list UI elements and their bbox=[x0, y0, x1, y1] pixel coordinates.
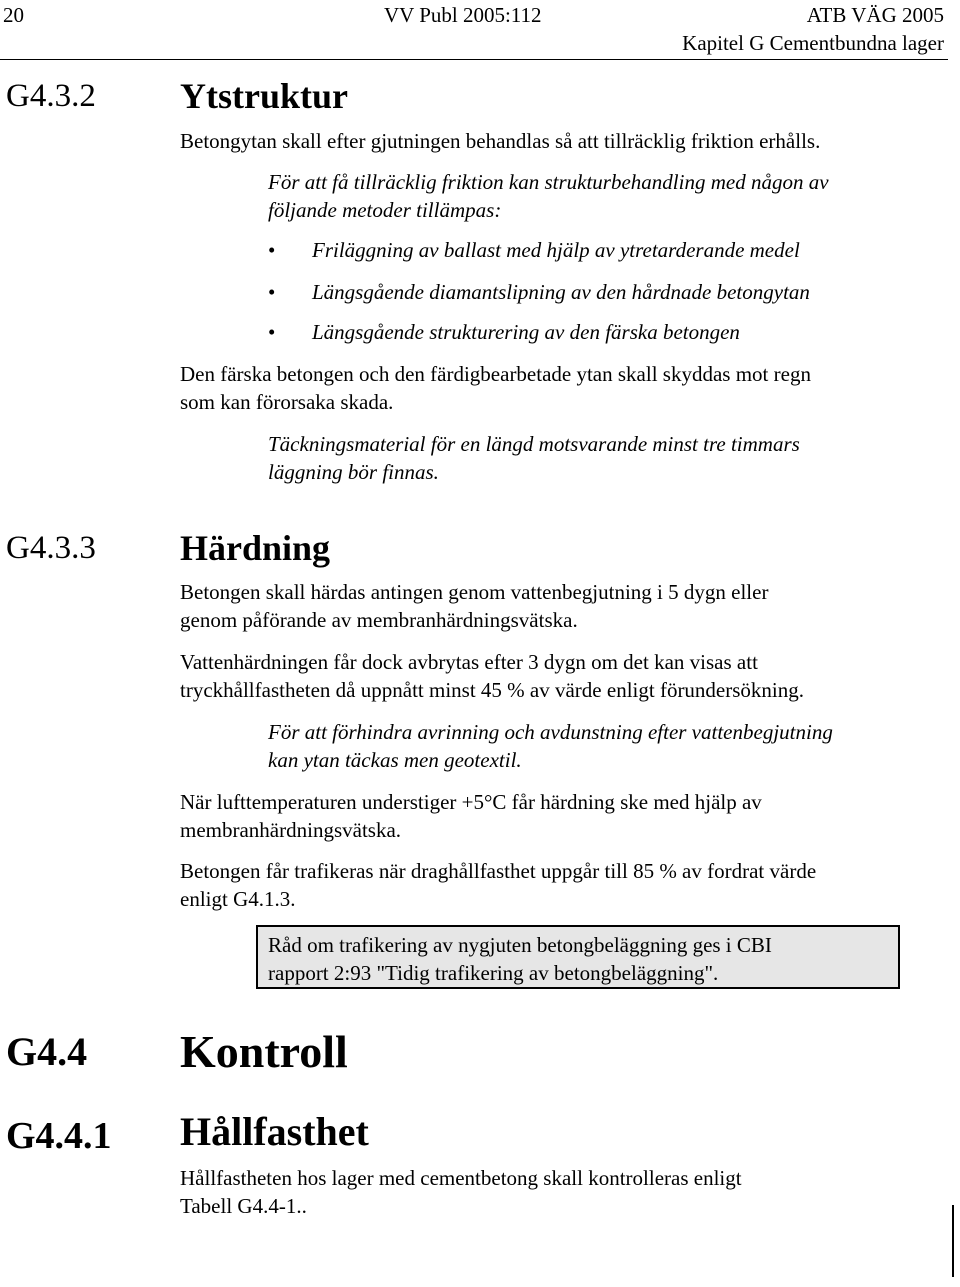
section-number-g433: G4.3.3 bbox=[6, 530, 96, 566]
publication-id: VV Publ 2005:112 bbox=[384, 3, 542, 27]
advice-box bbox=[256, 925, 900, 989]
document-title: ATB VÄG 2005 bbox=[806, 3, 944, 27]
covering-note-line2: läggning bör finnas. bbox=[268, 460, 439, 484]
method-label: Friläggning av ballast med hjälp av ytretarderande medel bbox=[312, 238, 800, 262]
page-edge-mark bbox=[952, 1205, 954, 1277]
curing-requirement-line2: genom påförande av membranhärdningsvätska. bbox=[180, 608, 578, 632]
chapter-title: Kapitel G Cementbundna lager bbox=[682, 31, 944, 55]
bullet-icon: • bbox=[268, 320, 276, 344]
section-title-hallfasthet: Hållfasthet bbox=[180, 1109, 369, 1154]
geotextile-note-line2: kan ytan täckas men geotextil. bbox=[268, 748, 522, 772]
advice-line1: Råd om trafikering av nygjuten betongbeläggning ges i CBI bbox=[268, 933, 772, 957]
ytstruktur-requirement: Betongytan skall efter gjutningen behandlas så att tillräcklig friktion erhålls. bbox=[180, 129, 821, 153]
bullet-icon: • bbox=[268, 280, 276, 304]
geotextile-note-line1: För att förhindra avrinning och avdunstning efter vattenbegjutning bbox=[268, 720, 833, 744]
water-curing-line2: tryckhållfastheten då uppnått minst 45 % av värde enligt förundersökning. bbox=[180, 678, 805, 702]
strength-control-line1: Hållfastheten hos lager med cementbetong skall kontrolleras enligt bbox=[180, 1166, 742, 1190]
strength-control-line2: Tabell G4.4-1.. bbox=[180, 1194, 307, 1218]
advice-line2: rapport 2:93 "Tidig trafikering av betongbeläggning". bbox=[268, 961, 719, 985]
covering-note-line1: Täckningsmaterial för en längd motsvarande minst tre timmars bbox=[268, 432, 800, 456]
traffic-rule-line1: Betongen får trafikeras när draghållfasthet uppgår till 85 % av fordrat värde bbox=[180, 859, 817, 883]
method-list-item bbox=[268, 236, 800, 264]
section-title-kontroll: Kontroll bbox=[180, 1026, 348, 1077]
section-number-g441: G4.4.1 bbox=[6, 1115, 112, 1157]
traffic-rule-line2: enligt G4.1.3. bbox=[180, 887, 296, 911]
page-number: 20 bbox=[3, 3, 24, 27]
ytstruktur-note-line2: följande metoder tillämpas: bbox=[268, 198, 502, 222]
section-title-hardning: Härdning bbox=[180, 528, 331, 568]
method-list-item bbox=[268, 318, 740, 346]
ytstruktur-note-line1: För att få tillräcklig friktion kan strukturbehandling med någon av bbox=[268, 170, 829, 194]
protection-paragraph-line2: som kan förorsaka skada. bbox=[180, 390, 394, 414]
water-curing-line1: Vattenhärdningen får dock avbrytas efter 3 dygn om det kan visas att bbox=[180, 650, 758, 674]
method-label: Längsgående diamantslipning av den hårdnade betongytan bbox=[312, 280, 810, 304]
section-title-ytstruktur: Ytstruktur bbox=[180, 76, 348, 116]
method-label: Längsgående strukturering av den färska betongen bbox=[312, 320, 740, 344]
temperature-rule-line2: membranhärdningsvätska. bbox=[180, 818, 402, 842]
curing-requirement-line1: Betongen skall härdas antingen genom vattenbegjutning i 5 dygn eller bbox=[180, 580, 769, 604]
protection-paragraph-line1: Den färska betongen och den färdigbearbetade ytan skall skyddas mot regn bbox=[180, 362, 811, 386]
method-list-item bbox=[268, 278, 810, 306]
section-number-g44: G4.4 bbox=[6, 1029, 88, 1074]
temperature-rule-line1: När lufttemperaturen understiger +5°C får härdning ske med hjälp av bbox=[180, 790, 762, 814]
bullet-icon: • bbox=[268, 238, 276, 262]
section-number-g432: G4.3.2 bbox=[6, 78, 96, 114]
